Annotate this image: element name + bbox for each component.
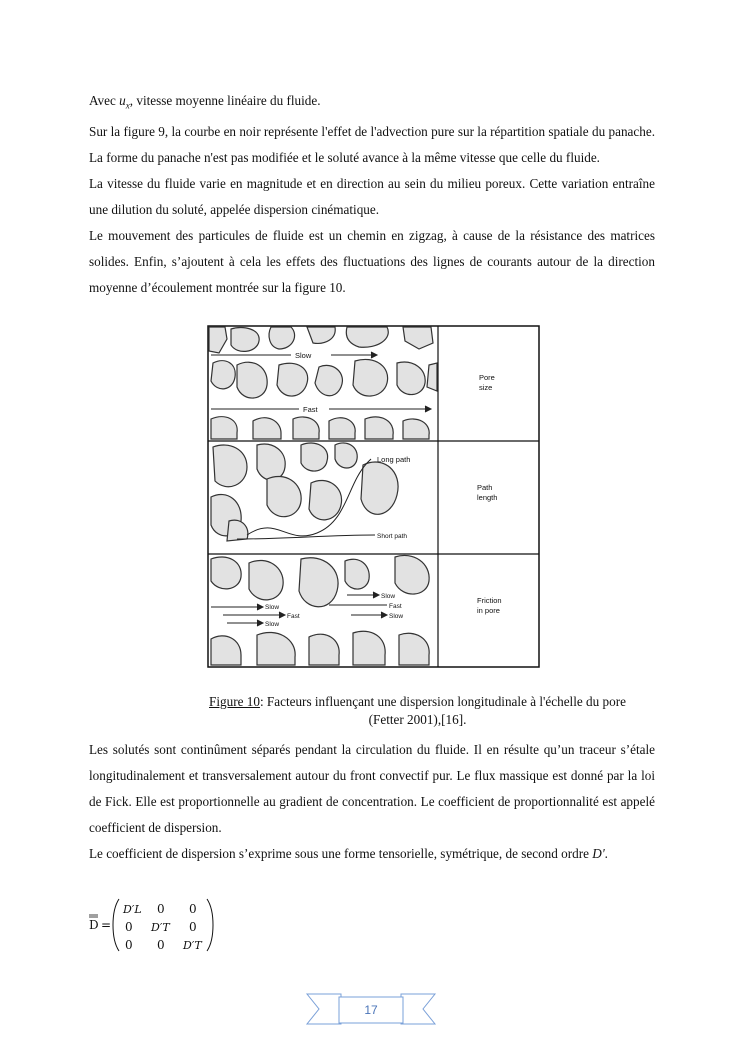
label-path: Path [477, 483, 493, 492]
matrix-eq: = [101, 918, 112, 932]
label-fast-top: Fast [303, 405, 318, 414]
intro-text [89, 88, 655, 301]
label-fast-c: Fast [389, 603, 402, 610]
matrix-r1c2: 0 [157, 902, 165, 916]
intro-paragraph-1: Sur la figure 9, la courbe en noir représente l'effet de l'advection pure sur la répartition spatiale du panache. La forme du panache n'est pas modifiée et le soluté avance à la même vitesse que celle du fluide. [89, 123, 655, 165]
label-slow-a: Slow [265, 604, 280, 611]
intro-line-1: Avec $u_x$, vitesse moyenne linéaire du fluide. [89, 93, 321, 111]
page-number: 17 [364, 1003, 378, 1017]
label-slow-d: Slow [389, 613, 404, 620]
figure-10-dispersion-diagram [207, 325, 540, 668]
matrix-r3c3: D′T [183, 939, 202, 952]
dispersion-tensor-matrix [89, 895, 229, 955]
body-paragraph-1: Les solutés sont continûment séparés pendant la circulation du fluide. Il en résulte qu’un traceur s’étale longitudinalement et transversalement autour du front convectif pur. Le flux massique est donné par la loi de Fick. Elle est proportionnelle au gradient de concentration. Le coefficient de proportionnalité est appelé coefficient de dispersion. [89, 742, 655, 835]
label-in-pore: in pore [477, 606, 500, 615]
label-long-path: Long path [377, 455, 411, 464]
figure-reference: Figure 10 [209, 694, 260, 709]
matrix-lhs: D [89, 918, 99, 932]
body-text [89, 737, 655, 867]
caption-citation: (Fetter 2001),[16]. [368, 712, 467, 727]
matrix-r2c2: D′T [151, 921, 170, 934]
label-short-path: Short path [377, 533, 407, 540]
label-pore: Pore [479, 373, 495, 382]
intro-paragraph-2: La vitesse du fluide varie en magnitude et en direction au sein du milieu poreux. Cette variation entraîne une dilution du soluté, appelée dispersion cinématique. [89, 175, 655, 217]
matrix-r2c1: 0 [125, 920, 133, 934]
intro-paragraph-3: Le mouvement des particules de fluide est un chemin en zigzag, à cause de la résistance des matrices solides. Enfin, s’ajoutent à cela les effets des fluctuations des lignes de courants autour de la direction moyenne d’écoulement montrée sur la figure 10. [89, 227, 655, 295]
matrix-r3c2: 0 [157, 938, 165, 952]
label-size: size [479, 383, 493, 392]
label-slow-top: Slow [295, 351, 312, 360]
label-fast-a: Fast [287, 613, 300, 620]
figure-caption: Figure 10: Facteurs influençant une dispersion longitudinale à l'échelle du pore (Fetter 2001),[16]. [209, 694, 626, 727]
label-slow-b: Slow [265, 621, 280, 628]
matrix-r1c3: 0 [189, 902, 197, 916]
label-friction: Friction [477, 596, 502, 605]
matrix-r3c1: 0 [125, 938, 133, 952]
body-paragraph-2: Le coefficient de dispersion s’exprime sous une forme tensorielle, symétrique, de second ordre D'. [89, 846, 608, 861]
label-slow-c: Slow [381, 593, 396, 600]
matrix-r2c3: 0 [189, 920, 197, 934]
label-length: length [477, 493, 498, 502]
matrix-r1c1: D′L [123, 903, 142, 916]
